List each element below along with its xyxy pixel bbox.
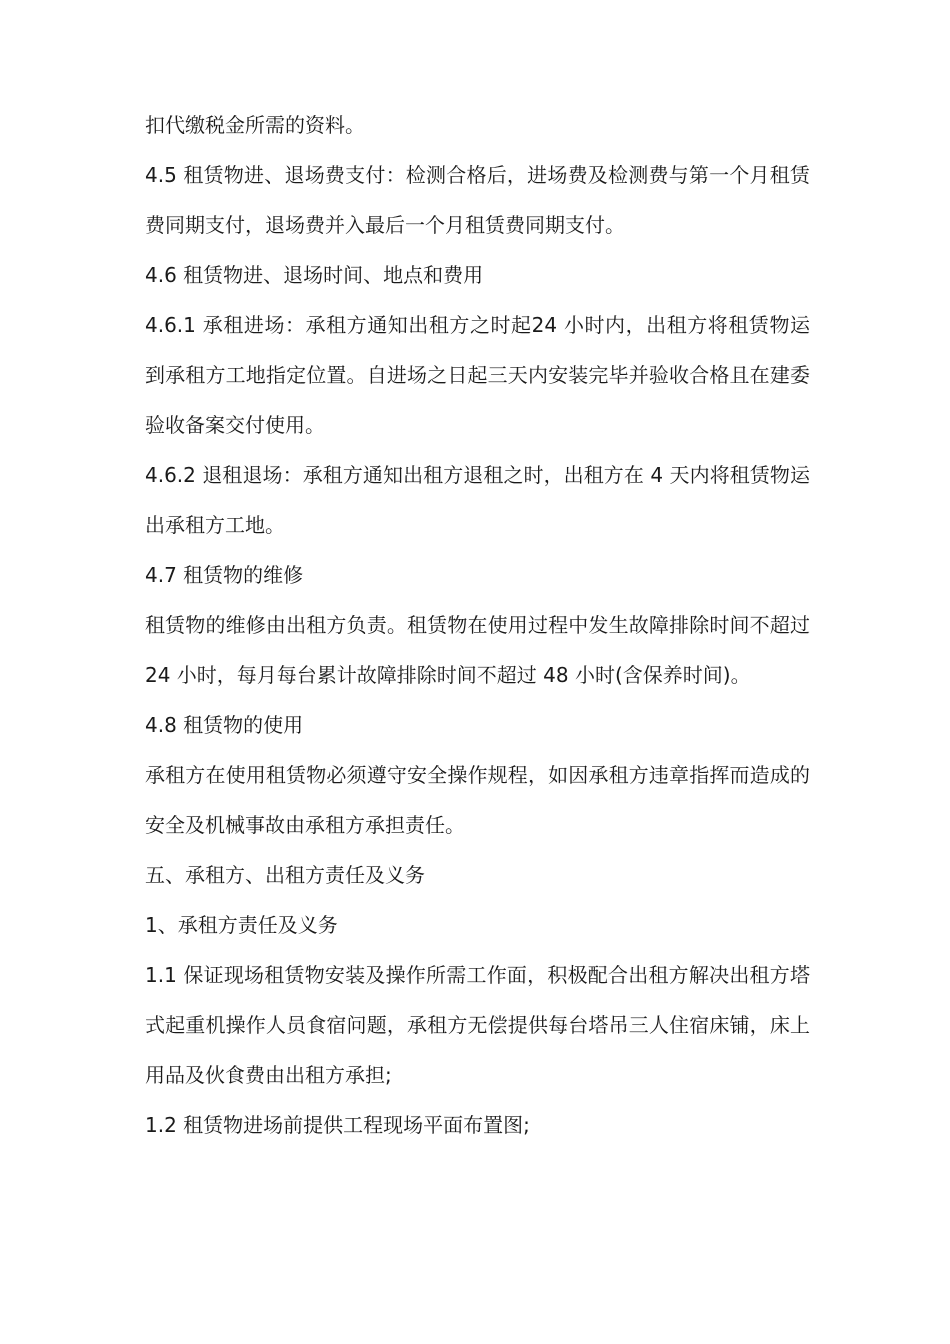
paragraph-1-1: 1.1 保证现场租赁物安装及操作所需工作面，积极配合出租方解决出租方塔式起重机操作人员食宿问题，承租方无偿提供每台塔吊三人住宿床铺，床上用品及伙食费由出租方承担;: [145, 963, 810, 1087]
heading-4-8: 4.8 租赁物的使用: [145, 713, 304, 737]
document-body: [145, 100, 810, 1150]
heading-4-6: 4.6 租赁物进、退场时间、地点和费用: [145, 263, 484, 287]
heading-section-5: 五、承租方、出租方责任及义务: [145, 863, 425, 887]
paragraph-1-2: 1.2 租赁物进场前提供工程现场平面布置图;: [145, 1113, 530, 1137]
heading-lessee-duties: 1、承租方责任及义务: [145, 913, 338, 937]
paragraph-4-6-2-exit: 4.6.2 退租退场：承租方通知出租方退租之时，出租方在 4 天内将租赁物运出承租方工地。: [145, 463, 810, 537]
paragraph-4-6-1-entry: 4.6.1 承租进场：承租方通知出租方之时起24 小时内，出租方将租赁物运到承租方工地指定位置。自进场之日起三天内安装完毕并验收合格且在建委验收备案交付使用。: [145, 313, 810, 437]
paragraph-4-5-fee-payment: 4.5 租赁物进、退场费支付：检测合格后，进场费及检测费与第一个月租赁费同期支付，退场费并入最后一个月租赁费同期支付。: [145, 163, 810, 237]
paragraph-4-8-usage: 承租方在使用租赁物必须遵守安全操作规程，如因承租方违章指挥而造成的安全及机械事故由承租方承担责任。: [145, 763, 810, 837]
paragraph-tax-materials: 扣代缴税金所需的资料。: [145, 113, 365, 137]
heading-4-7: 4.7 租赁物的维修: [145, 563, 304, 587]
paragraph-4-7-maintenance: 租赁物的维修由出租方负责。租赁物在使用过程中发生故障排除时间不超过 24 小时，每月每台累计故障排除时间不超过 48 小时(含保养时间)。: [145, 613, 810, 687]
